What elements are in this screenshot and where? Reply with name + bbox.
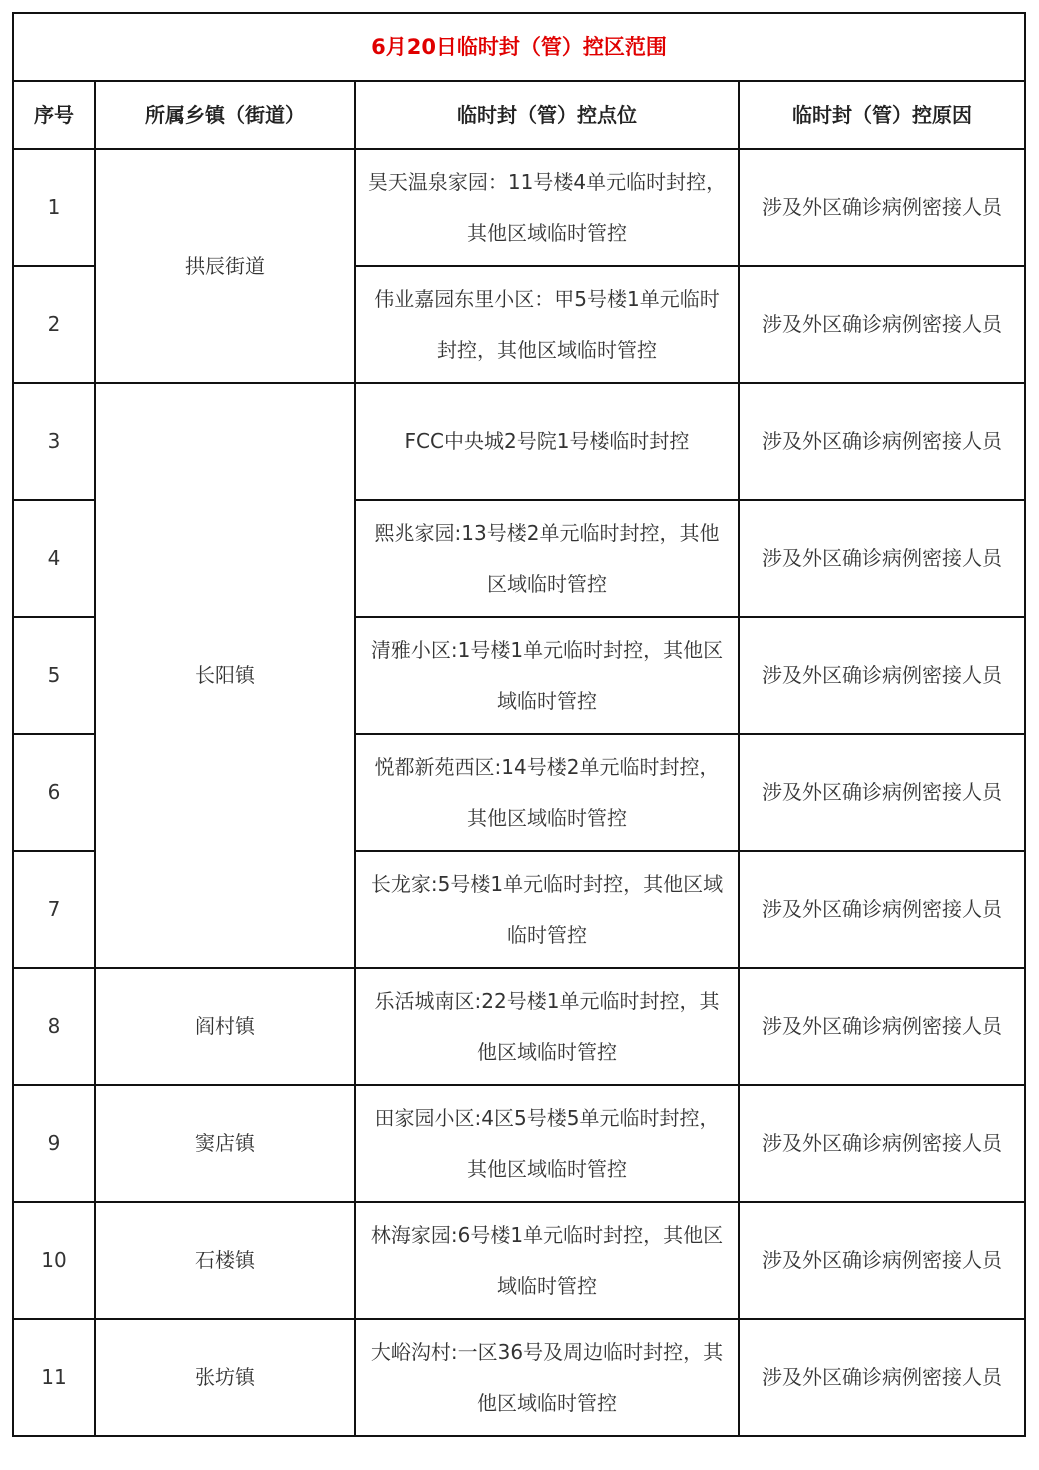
row-number: 1	[13, 149, 95, 266]
control-area-table	[12, 12, 1026, 1437]
table-title-row	[13, 13, 1025, 81]
row-point: 悦都新苑西区:14号楼2单元临时封控，其他区域临时管控	[355, 734, 739, 851]
row-point: 长龙家:5号楼1单元临时封控，其他区域临时管控	[355, 851, 739, 968]
row-town: 张坊镇	[95, 1319, 355, 1436]
header-point: 临时封（管）控点位	[355, 81, 739, 149]
row-number: 10	[13, 1202, 95, 1319]
row-point: 大峪沟村:一区36号及周边临时封控，其他区域临时管控	[355, 1319, 739, 1436]
header-number: 序号	[13, 81, 95, 149]
table-title: 6月20日临时封（管）控区范围	[13, 13, 1025, 81]
row-point: 清雅小区:1号楼1单元临时封控，其他区域临时管控	[355, 617, 739, 734]
row-reason: 涉及外区确诊病例密接人员	[739, 1202, 1025, 1319]
table-row	[13, 1202, 1025, 1319]
row-town: 拱辰街道	[95, 149, 355, 383]
row-number: 2	[13, 266, 95, 383]
row-number: 6	[13, 734, 95, 851]
row-reason: 涉及外区确诊病例密接人员	[739, 968, 1025, 1085]
table-row	[13, 383, 1025, 500]
table-header-row	[13, 81, 1025, 149]
row-reason: 涉及外区确诊病例密接人员	[739, 1085, 1025, 1202]
row-town: 窦店镇	[95, 1085, 355, 1202]
row-reason: 涉及外区确诊病例密接人员	[739, 1319, 1025, 1436]
row-number: 5	[13, 617, 95, 734]
row-town: 长阳镇	[95, 383, 355, 968]
row-point: 昊天温泉家园：11号楼4单元临时封控，其他区域临时管控	[355, 149, 739, 266]
row-reason: 涉及外区确诊病例密接人员	[739, 734, 1025, 851]
row-reason: 涉及外区确诊病例密接人员	[739, 500, 1025, 617]
header-reason: 临时封（管）控原因	[739, 81, 1025, 149]
row-reason: 涉及外区确诊病例密接人员	[739, 617, 1025, 734]
row-number: 8	[13, 968, 95, 1085]
row-point: 伟业嘉园东里小区：甲5号楼1单元临时封控，其他区域临时管控	[355, 266, 739, 383]
row-number: 3	[13, 383, 95, 500]
table-row	[13, 1085, 1025, 1202]
table-row	[13, 968, 1025, 1085]
row-reason: 涉及外区确诊病例密接人员	[739, 266, 1025, 383]
table-row	[13, 149, 1025, 266]
header-town: 所属乡镇（街道）	[95, 81, 355, 149]
control-area-table-wrapper	[12, 12, 1026, 1437]
row-number: 4	[13, 500, 95, 617]
row-reason: 涉及外区确诊病例密接人员	[739, 851, 1025, 968]
row-town: 石楼镇	[95, 1202, 355, 1319]
table-row	[13, 1319, 1025, 1436]
row-town: 阎村镇	[95, 968, 355, 1085]
row-number: 7	[13, 851, 95, 968]
row-reason: 涉及外区确诊病例密接人员	[739, 383, 1025, 500]
row-reason: 涉及外区确诊病例密接人员	[739, 149, 1025, 266]
row-number: 11	[13, 1319, 95, 1436]
row-point: 田家园小区:4区5号楼5单元临时封控，其他区域临时管控	[355, 1085, 739, 1202]
row-point: 熙兆家园:13号楼2单元临时封控，其他区域临时管控	[355, 500, 739, 617]
row-point: 乐活城南区:22号楼1单元临时封控，其他区域临时管控	[355, 968, 739, 1085]
row-point: FCC中央城2号院1号楼临时封控	[355, 383, 739, 500]
row-point: 林海家园:6号楼1单元临时封控，其他区域临时管控	[355, 1202, 739, 1319]
row-number: 9	[13, 1085, 95, 1202]
